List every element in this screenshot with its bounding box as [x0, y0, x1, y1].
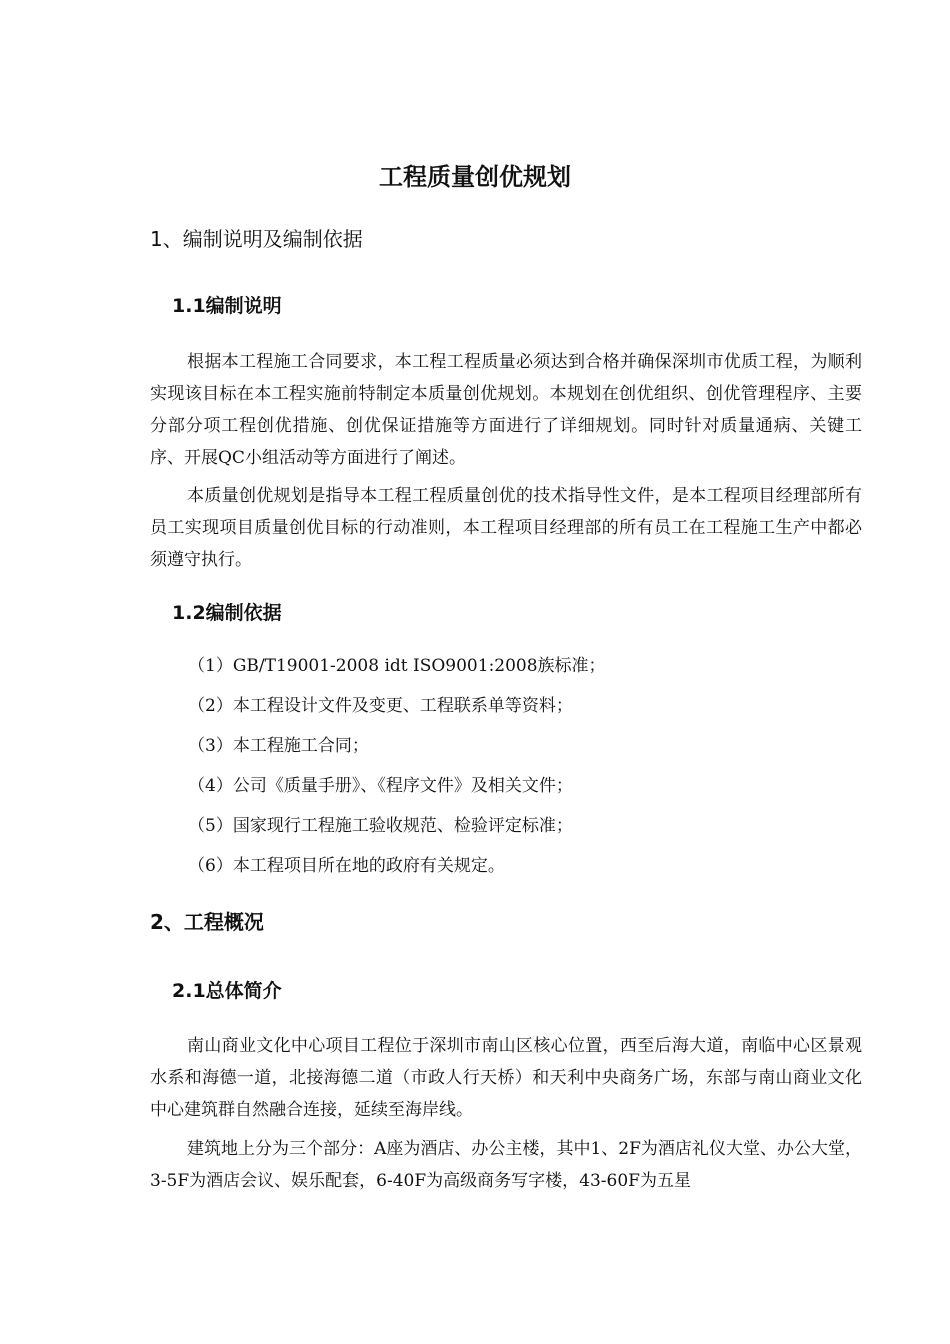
- paragraph: 建筑地上分为三个部分：A座为酒店、办公主楼，其中1、2F为酒店礼仪大堂、办公大堂，3-5F为酒店会议、娱乐配套，6-40F为高级商务写字楼，43-60F为五星: [150, 1139, 862, 1191]
- list-item: （5）国家现行工程施工验收规范、检验评定标准；: [188, 816, 573, 836]
- paragraph: 南山商业文化中心项目工程位于深圳市南山区核心位置，西至后海大道，南临中心区景观水系和海德一道，北接海德二道（市政人行天桥）和天利中央商务广场，东部与南山商业文化中心建筑群自然融合连接，延续至海岸线。: [150, 1036, 862, 1120]
- subsection-heading-1-1: 1.1编制说明: [172, 295, 282, 317]
- page-title: 工程质量创优规划: [379, 163, 571, 191]
- section-heading-1: 1、编制说明及编制依据: [150, 227, 363, 251]
- list-item: （1）GB/T19001-2008 idt ISO9001:2008族标准；: [188, 656, 606, 676]
- subsection-heading-2-1: 2.1总体简介: [172, 980, 282, 1002]
- paragraph: 根据本工程施工合同要求，本工程工程质量必须达到合格并确保深圳市优质工程，为顺利实现该目标在本工程实施前特制定本质量创优规划。本规划在创优组织、创优管理程序、主要分部分项工程创优措施、创优保证措施等方面进行了详细规划。同时针对质量通病、关键工序、开展QC小组活动等方面进行了阐述。: [150, 352, 862, 468]
- paragraph: 本质量创优规划是指导本工程工程质量创优的技术指导性文件，是本工程项目经理部所有员工实现项目质量创优目标的行动准则，本工程项目经理部的所有员工在工程施工生产中都必须遵守执行。: [150, 486, 862, 570]
- section-heading-2: 2、工程概况: [150, 910, 264, 934]
- list-item: （6）本工程项目所在地的政府有关规定。: [188, 856, 505, 876]
- subsection-heading-1-2: 1.2编制依据: [172, 602, 282, 624]
- list-item: （3）本工程施工合同；: [188, 736, 369, 756]
- list-item: （2）本工程设计文件及变更、工程联系单等资料；: [188, 696, 573, 716]
- list-item: （4）公司《质量手册》、《程序文件》及相关文件；: [188, 776, 573, 796]
